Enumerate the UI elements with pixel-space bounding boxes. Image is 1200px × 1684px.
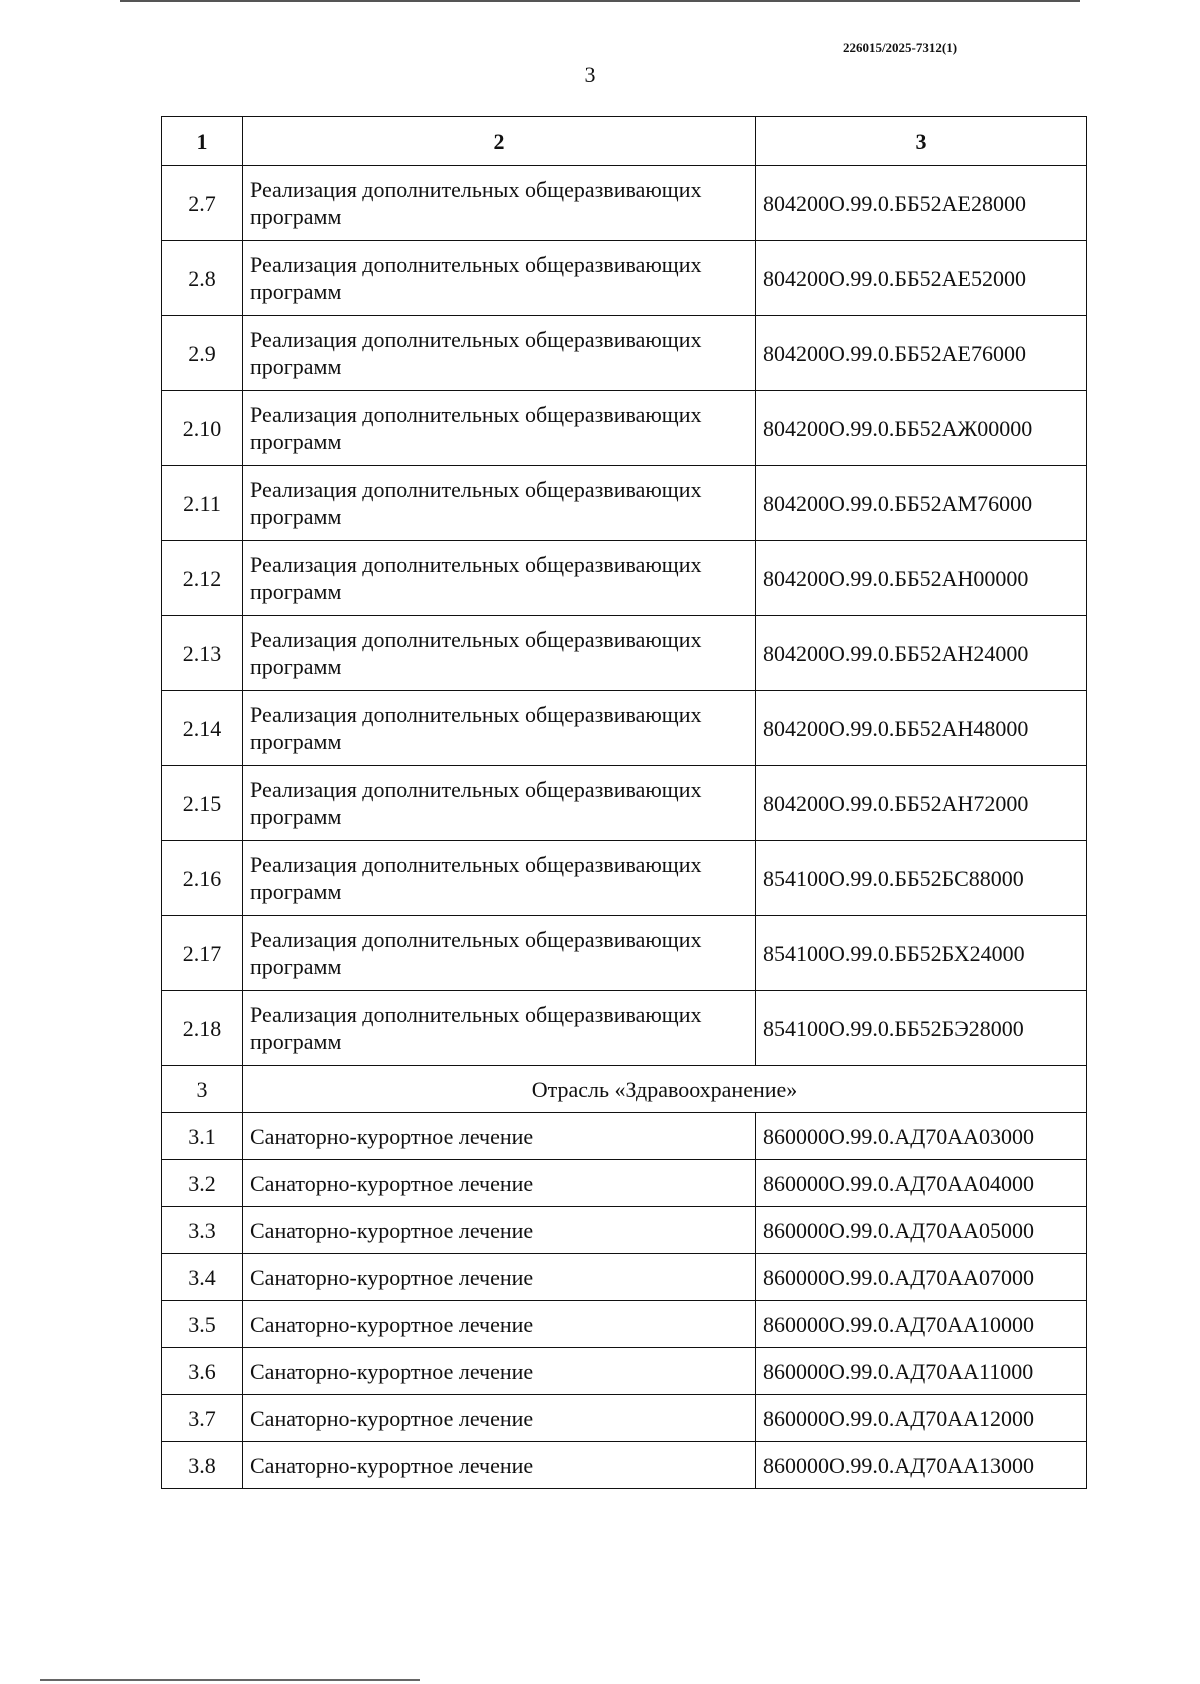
service-name: Реализация дополнительных общеразвивающих программ [243,541,756,616]
service-code: 854100О.99.0.ББ52БЭ28000 [756,991,1087,1066]
services-table [161,116,1087,1489]
row-number: 2.12 [162,541,243,616]
service-name: Реализация дополнительных общеразвивающих программ [243,466,756,541]
page-number: 3 [584,62,596,87]
table-row [162,541,1087,616]
service-code: 860000О.99.0.АД70АА11000 [756,1348,1087,1395]
table-row [162,1348,1087,1395]
service-name: Санаторно-курортное лечение [243,1348,756,1395]
service-code: 860000О.99.0.АД70АА10000 [756,1301,1087,1348]
row-number: 2.10 [162,391,243,466]
service-name: Реализация дополнительных общеразвивающих программ [243,616,756,691]
service-code: 804200О.99.0.ББ52АМ76000 [756,466,1087,541]
service-name: Реализация дополнительных общеразвивающих программ [243,841,756,916]
service-code: 804200О.99.0.ББ52АН00000 [756,541,1087,616]
service-code: 860000О.99.0.АД70АА05000 [756,1207,1087,1254]
table-row [162,1442,1087,1489]
service-name: Санаторно-курортное лечение [243,1395,756,1442]
service-code: 804200О.99.0.ББ52АН48000 [756,691,1087,766]
column-header-3: 3 [756,117,1087,166]
table-row [162,1113,1087,1160]
table-row [162,616,1087,691]
service-name: Санаторно-курортное лечение [243,1442,756,1489]
table-row [162,391,1087,466]
document-number: 226015/2025-7312(1) [842,40,958,55]
section-row [162,1066,1087,1113]
service-name: Санаторно-курортное лечение [243,1160,756,1207]
service-code: 860000О.99.0.АД70АА13000 [756,1442,1087,1489]
row-number: 2.17 [162,916,243,991]
service-name: Реализация дополнительных общеразвивающих программ [243,691,756,766]
service-code: 804200О.99.0.ББ52АЕ52000 [756,241,1087,316]
row-number: 2.11 [162,466,243,541]
table-row [162,1301,1087,1348]
row-number: 3.2 [162,1160,243,1207]
column-header-2: 2 [243,117,756,166]
service-code: 860000О.99.0.АД70АА03000 [756,1113,1087,1160]
table-row [162,316,1087,391]
section-title: Отрасль «Здравоохранение» [243,1066,1087,1113]
scan-bottom-edge [40,1679,420,1681]
table-row [162,916,1087,991]
service-code: 804200О.99.0.ББ52АЕ76000 [756,316,1087,391]
row-number: 3.6 [162,1348,243,1395]
table-row [162,841,1087,916]
service-code: 804200О.99.0.ББ52АН72000 [756,766,1087,841]
table-row [162,1207,1087,1254]
service-name: Санаторно-курортное лечение [243,1207,756,1254]
service-code: 860000О.99.0.АД70АА12000 [756,1395,1087,1442]
table-row [162,1395,1087,1442]
service-code: 804200О.99.0.ББ52АЕ28000 [756,166,1087,241]
row-number: 3.8 [162,1442,243,1489]
service-name: Реализация дополнительных общеразвивающих программ [243,916,756,991]
row-number: 2.15 [162,766,243,841]
table-row [162,241,1087,316]
table-header-row [162,117,1087,166]
section-number: 3 [162,1066,243,1113]
row-number: 2.14 [162,691,243,766]
table-row [162,466,1087,541]
row-number: 2.7 [162,166,243,241]
service-name: Реализация дополнительных общеразвивающих программ [243,166,756,241]
table-row [162,766,1087,841]
row-number: 2.9 [162,316,243,391]
service-code: 804200О.99.0.ББ52АН24000 [756,616,1087,691]
service-code: 854100О.99.0.ББ52БС88000 [756,841,1087,916]
service-name: Реализация дополнительных общеразвивающих программ [243,391,756,466]
column-header-1: 1 [162,117,243,166]
table-row [162,691,1087,766]
row-number: 3.7 [162,1395,243,1442]
scan-top-edge [120,0,1080,2]
row-number: 3.5 [162,1301,243,1348]
service-name: Реализация дополнительных общеразвивающих программ [243,991,756,1066]
row-number: 2.18 [162,991,243,1066]
service-name: Реализация дополнительных общеразвивающих программ [243,316,756,391]
table-row [162,1160,1087,1207]
service-code: 854100О.99.0.ББ52БХ24000 [756,916,1087,991]
row-number: 2.8 [162,241,243,316]
service-code: 804200О.99.0.ББ52АЖ00000 [756,391,1087,466]
row-number: 2.16 [162,841,243,916]
service-name: Реализация дополнительных общеразвивающих программ [243,766,756,841]
service-name: Санаторно-курортное лечение [243,1113,756,1160]
table-body [162,117,1087,1489]
service-name: Реализация дополнительных общеразвивающих программ [243,241,756,316]
table-row [162,1254,1087,1301]
row-number: 3.3 [162,1207,243,1254]
table-row [162,991,1087,1066]
service-code: 860000О.99.0.АД70АА04000 [756,1160,1087,1207]
row-number: 3.4 [162,1254,243,1301]
row-number: 2.13 [162,616,243,691]
service-code: 860000О.99.0.АД70АА07000 [756,1254,1087,1301]
table-row [162,166,1087,241]
service-name: Санаторно-курортное лечение [243,1254,756,1301]
row-number: 3.1 [162,1113,243,1160]
service-name: Санаторно-курортное лечение [243,1301,756,1348]
